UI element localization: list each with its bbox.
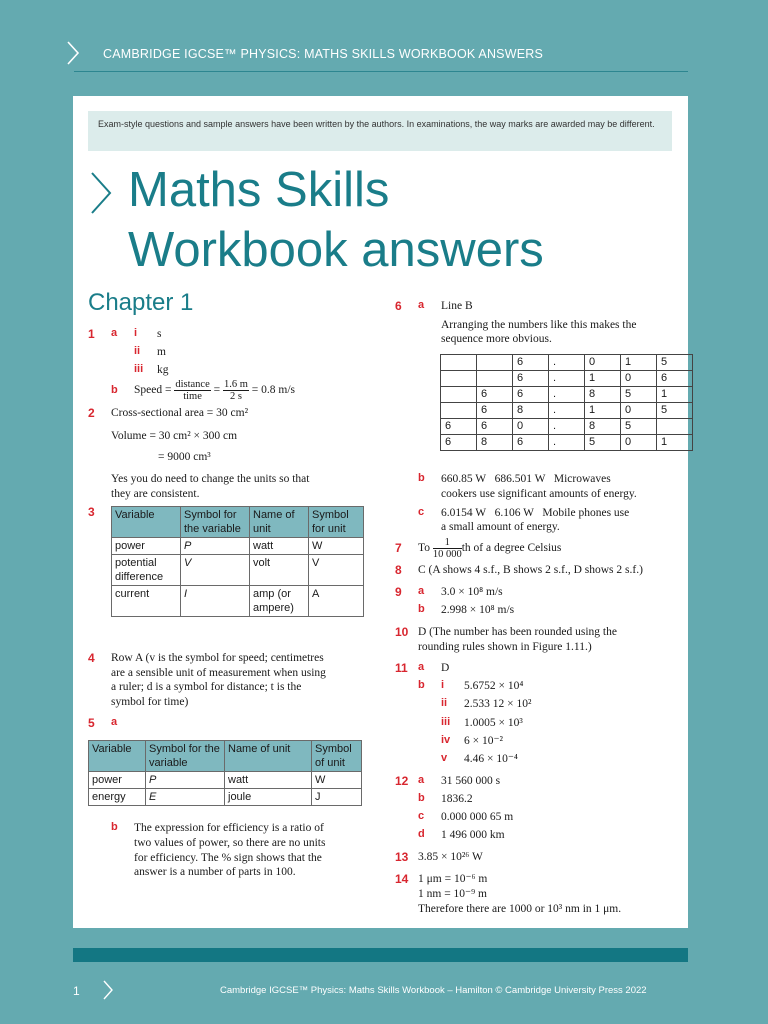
table-header-cell: Name of unit	[225, 741, 312, 772]
answer-text: Volume = 30 cm² × 300 cm	[111, 430, 238, 442]
question-number: 1	[88, 327, 95, 341]
grid-cell	[477, 371, 513, 387]
grid-cell: 6	[441, 419, 477, 435]
subpart-label: iii	[441, 716, 451, 728]
fraction-denominator: 2 s	[229, 390, 242, 402]
subpart-label: i	[134, 327, 138, 339]
fraction-denominator: 10 000	[432, 548, 462, 560]
grid-cell: 0	[621, 403, 657, 419]
table-cell: volt	[250, 555, 309, 586]
grid-row	[441, 355, 693, 371]
answer-text: they are consistent.	[111, 488, 200, 500]
subpart-label: iv	[441, 734, 451, 746]
answer-text: D (The number has been rounded using the	[418, 626, 617, 638]
digit-grid	[440, 354, 693, 451]
table-cell: watt	[250, 538, 309, 555]
table-cell: I	[181, 586, 250, 617]
chapter-heading: Chapter 1	[88, 289, 194, 316]
answer-text: 3.0 × 10⁸ m/s	[441, 586, 503, 598]
table-row	[112, 538, 364, 555]
table-cell: E	[146, 789, 225, 806]
table-cell: energy	[89, 789, 146, 806]
speed-equation	[134, 376, 295, 404]
grid-cell: 0	[621, 371, 657, 387]
question-number: 2	[88, 406, 95, 420]
table-row	[112, 555, 364, 586]
answer-text: C (A shows 4 s.f., B shows 2 s.f., D shows 2 s.f.)	[418, 564, 643, 576]
grid-cell: 0	[621, 435, 657, 451]
question-number: 11	[395, 661, 408, 675]
question-number: 13	[395, 850, 409, 864]
answer-text: a ruler; d is a symbol for distance; t is the	[111, 681, 302, 693]
answer-text: symbol for time)	[111, 696, 189, 708]
table-cell: joule	[225, 789, 312, 806]
answer-text: Row A (v is the symbol for speed; centimetres	[111, 652, 324, 664]
answer-text: a small amount of energy.	[441, 521, 560, 533]
fraction	[433, 537, 462, 560]
part-label: a	[111, 327, 118, 339]
question-number: 5	[88, 716, 95, 730]
answer-text: 1836.2	[441, 793, 473, 805]
part-label: d	[418, 828, 425, 840]
fraction-answer	[418, 533, 561, 563]
page-title-line1: Maths Skills	[128, 163, 390, 217]
answer-text: 1 nm = 10⁻⁹ m	[418, 888, 487, 900]
grid-cell: 1	[657, 387, 693, 403]
answer-text: D	[441, 662, 450, 674]
answer-text: = 9000 cm³	[158, 451, 211, 463]
fraction	[174, 379, 210, 402]
subpart-label: ii	[134, 345, 141, 357]
part-label: c	[418, 810, 425, 822]
question-number: 9	[395, 585, 402, 599]
footer-copyright: Cambridge IGCSE™ Physics: Maths Skills Workbook – Hamilton © Cambridge University Press 2022	[220, 985, 647, 996]
grid-cell	[657, 419, 693, 435]
chevron-right-icon	[89, 170, 113, 216]
answer-text: 0.000 000 65 m	[441, 811, 514, 823]
grid-cell: 1	[585, 371, 621, 387]
grid-cell: 6	[477, 403, 513, 419]
table-header-cell: Symbol for the variable	[181, 507, 250, 538]
answer-text: 1.0005 × 10³	[464, 717, 523, 729]
part-label: b	[418, 472, 425, 484]
table-cell: V	[181, 555, 250, 586]
answer-text: kg	[157, 364, 169, 376]
answer-text: 6.0154 W 6.106 W Mobile phones use	[441, 507, 630, 519]
grid-cell: 1	[657, 435, 693, 451]
fraction-numerator: 1	[433, 537, 462, 549]
answer-text: Cross-sectional area = 30 cm²	[111, 407, 249, 419]
answer-text: 1 μm = 10⁻⁶ m	[418, 873, 488, 885]
table-cell: watt	[225, 772, 312, 789]
grid-cell: 6	[441, 435, 477, 451]
answer-text: answer is a number of parts in 100.	[134, 866, 296, 878]
table-cell: power	[112, 538, 181, 555]
table-cell: W	[312, 772, 362, 789]
answer-suffix: th of a degree Celsius	[461, 542, 562, 554]
answer-text: s	[157, 328, 162, 340]
table-row	[89, 772, 362, 789]
table-cell: current	[112, 586, 181, 617]
table-cell: amp (or ampere)	[250, 586, 309, 617]
answer-text: 4.46 × 10⁻⁴	[464, 753, 518, 765]
answer-text: rounding rules shown in Figure 1.11.)	[418, 641, 592, 653]
chevron-right-icon	[103, 980, 113, 1000]
speed-prefix: Speed =	[134, 384, 172, 396]
table-header-cell: Symbol for the variable	[146, 741, 225, 772]
note-text: Exam-style questions and sample answers have been written by the authors. In examinations, the way marks are awarded may be different.	[98, 119, 655, 129]
answer-text: cookers use significant amounts of energy.	[441, 488, 637, 500]
answer-text: 6 × 10⁻²	[464, 735, 504, 747]
table-cell: W	[309, 538, 364, 555]
answer-text: sequence more obvious.	[441, 333, 552, 345]
grid-cell: 5	[585, 435, 621, 451]
part-label: c	[418, 506, 425, 518]
table-header-cell: Symbol of unit	[312, 741, 362, 772]
fraction-numerator: 1.6 m	[224, 378, 248, 390]
question-number: 3	[88, 505, 95, 519]
answer-text: for efficiency. The % sign shows that the	[134, 852, 322, 864]
grid-cell: 8	[513, 403, 549, 419]
table-cell: P	[181, 538, 250, 555]
fraction-numerator: distance	[175, 378, 210, 390]
grid-cell: 0	[585, 355, 621, 371]
grid-cell	[477, 355, 513, 371]
equals-sign: =	[213, 384, 221, 396]
grid-cell: 1	[585, 403, 621, 419]
grid-cell: 6	[513, 435, 549, 451]
grid-cell: 5	[621, 387, 657, 403]
part-label: b	[418, 679, 425, 691]
header-divider	[74, 71, 688, 72]
chevron-right-icon	[66, 40, 80, 66]
grid-cell: 8	[585, 387, 621, 403]
answer-text: two values of power, so there are no units	[134, 837, 326, 849]
units-table	[88, 740, 362, 806]
table-row	[112, 586, 364, 617]
table-header-cell: Variable	[112, 507, 181, 538]
grid-row	[441, 371, 693, 387]
answer-prefix: To	[418, 542, 430, 554]
fraction	[223, 379, 249, 402]
answer-text: Therefore there are 1000 or 10³ nm in 1 μm.	[418, 903, 622, 915]
fraction-denominator: time	[183, 390, 202, 402]
table-cell: V	[309, 555, 364, 586]
part-label: b	[418, 603, 425, 615]
question-number: 12	[395, 774, 409, 788]
table-header-cell: Variable	[89, 741, 146, 772]
grid-cell: 6	[477, 419, 513, 435]
grid-cell: .	[549, 371, 585, 387]
answer-text: m	[157, 346, 166, 358]
units-table	[111, 506, 364, 617]
answer-text: 5.6752 × 10⁴	[464, 680, 524, 692]
grid-row	[441, 403, 693, 419]
question-number: 14	[395, 872, 409, 886]
table-cell: potential difference	[112, 555, 181, 586]
question-number: 7	[395, 541, 402, 555]
table-cell: P	[146, 772, 225, 789]
grid-cell: 6	[657, 371, 693, 387]
table-header-cell: Symbol for unit	[309, 507, 364, 538]
question-number: 6	[395, 299, 402, 313]
question-number: 4	[88, 651, 95, 665]
subpart-label: ii	[441, 697, 448, 709]
grid-cell: .	[549, 355, 585, 371]
part-label: a	[418, 585, 425, 597]
table-header-row	[89, 741, 362, 772]
note-box	[88, 111, 672, 151]
grid-cell	[441, 371, 477, 387]
answer-text: 1 496 000 km	[441, 829, 505, 841]
table-header-row	[112, 507, 364, 538]
page-number: 1	[73, 984, 80, 998]
grid-cell: .	[549, 419, 585, 435]
answer-text: Yes you do need to change the units so that	[111, 473, 310, 485]
grid-cell: .	[549, 387, 585, 403]
answer-text: 660.85 W 686.501 W Microwaves	[441, 473, 611, 485]
footer-bar	[73, 948, 688, 962]
part-label: a	[111, 716, 118, 728]
grid-cell: 6	[477, 387, 513, 403]
answer-text: 2.998 × 10⁸ m/s	[441, 604, 515, 616]
subpart-label: v	[441, 752, 448, 764]
part-label: a	[418, 661, 425, 673]
grid-cell: 8	[585, 419, 621, 435]
grid-cell: .	[549, 435, 585, 451]
subpart-label: iii	[134, 363, 144, 375]
table-cell: power	[89, 772, 146, 789]
grid-cell	[441, 387, 477, 403]
grid-row	[441, 387, 693, 403]
table-row	[89, 789, 362, 806]
table-cell: A	[309, 586, 364, 617]
grid-cell	[441, 355, 477, 371]
answer-text: Line B	[441, 300, 473, 312]
part-label: a	[418, 774, 425, 786]
grid-cell: 5	[657, 403, 693, 419]
table-header-cell: Name of unit	[250, 507, 309, 538]
grid-cell: 6	[513, 355, 549, 371]
answer-text: 31 560 000 s	[441, 775, 501, 787]
grid-row	[441, 435, 693, 451]
grid-cell: 6	[513, 371, 549, 387]
header-title: CAMBRIDGE IGCSE™ PHYSICS: MATHS SKILLS WORKBOOK ANSWERS	[103, 47, 544, 61]
page-title-line2: Workbook answers	[128, 223, 544, 277]
grid-cell: .	[549, 403, 585, 419]
question-number: 10	[395, 625, 409, 639]
grid-cell: 1	[621, 355, 657, 371]
part-label: b	[111, 384, 118, 396]
answer-text: 3.85 × 10²⁶ W	[418, 851, 483, 863]
grid-cell: 6	[513, 387, 549, 403]
table-cell: J	[312, 789, 362, 806]
grid-cell: 5	[621, 419, 657, 435]
grid-cell: 8	[477, 435, 513, 451]
question-number: 8	[395, 563, 402, 577]
grid-cell: 0	[513, 419, 549, 435]
grid-cell	[441, 403, 477, 419]
grid-cell: 5	[657, 355, 693, 371]
grid-row	[441, 419, 693, 435]
part-label: b	[111, 821, 118, 833]
answer-text: are a sensible unit of measurement when using	[111, 667, 326, 679]
part-label: b	[418, 792, 425, 804]
answer-text: 2.533 12 × 10²	[464, 698, 532, 710]
subpart-label: i	[441, 679, 445, 691]
answer-text: The expression for efficiency is a ratio of	[134, 822, 324, 834]
speed-result: = 0.8 m/s	[251, 384, 296, 396]
answer-text: Arranging the numbers like this makes the	[441, 319, 637, 331]
part-label: a	[418, 299, 425, 311]
